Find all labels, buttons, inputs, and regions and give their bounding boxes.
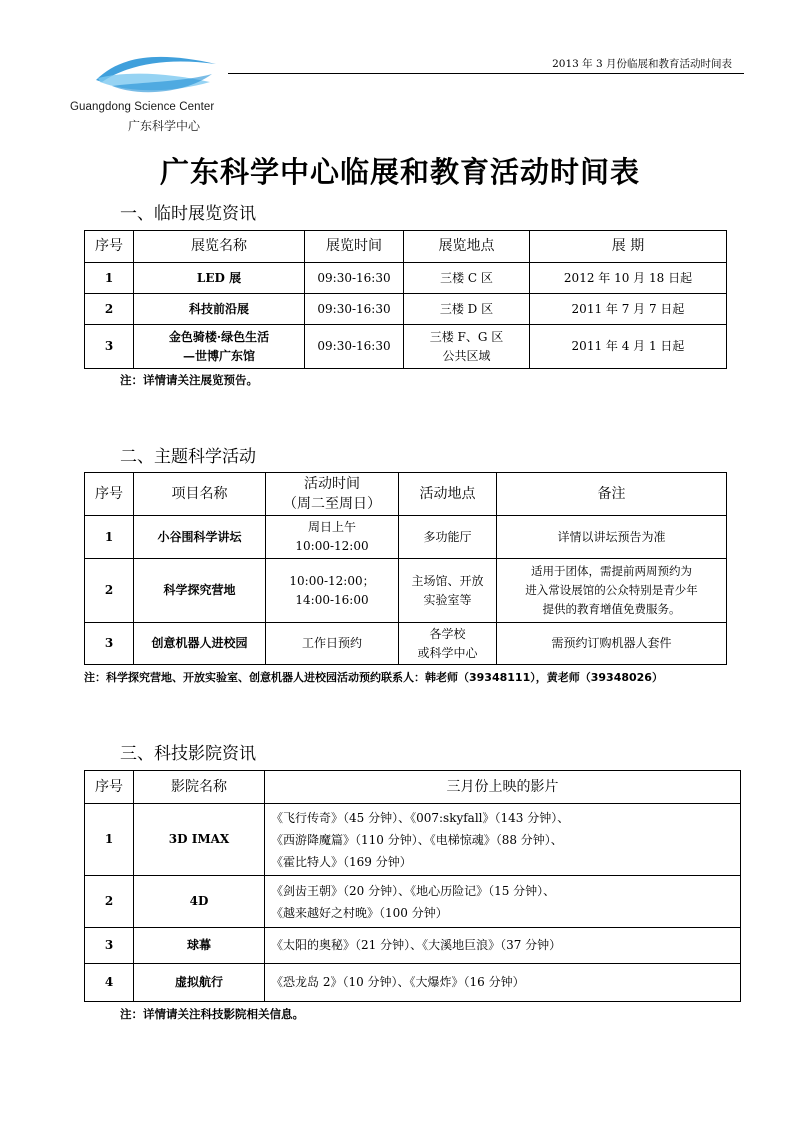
- cell-name: 4D: [134, 876, 265, 928]
- col-header-period: 展 期: [530, 231, 727, 263]
- cell-time: [266, 516, 399, 559]
- table-row: [85, 294, 727, 325]
- logo-text-zh: 广东科学中心: [128, 119, 201, 133]
- cell-time: 09:30-16:30: [305, 263, 404, 294]
- section2-title: 二、主题科学活动: [120, 447, 256, 467]
- header-doc-label: 2013 年 3 月份临展和教育活动时间表: [552, 58, 732, 70]
- cell-no: 3: [85, 623, 134, 665]
- cell-remark: 需预约订购机器人套件: [497, 623, 727, 665]
- cell-line: 或科学中心: [417, 645, 478, 660]
- col-header-place: 活动地点: [399, 473, 497, 516]
- cell-time: [266, 559, 399, 623]
- cell-line: 进入常设展馆的公众特别是青少年: [525, 583, 698, 597]
- cell-no: 3: [85, 325, 134, 369]
- cell-no: 3: [85, 928, 134, 964]
- cell-time: 09:30-16:30: [305, 294, 404, 325]
- cell-place: [399, 559, 497, 623]
- section3-note: 注：详情请关注科技影院相关信息。: [120, 1007, 304, 1021]
- activity-table: [84, 472, 727, 665]
- col-header-time: [266, 473, 399, 516]
- cell-name: 科技前沿展: [134, 294, 305, 325]
- col-header-no: 序号: [85, 473, 134, 516]
- table-row: [85, 623, 727, 665]
- header-rule: [228, 73, 744, 74]
- cell-line: 10:00-12:00；: [289, 573, 375, 588]
- cell-no: 1: [85, 516, 134, 559]
- cell-line: 三楼 F、G 区: [429, 329, 504, 344]
- cell-line: 14:00-16:00: [295, 592, 369, 607]
- cell-name: LED 展: [134, 263, 305, 294]
- cell-line: 《西游降魔篇》（110 分钟）、《电梯惊魂》（88 分钟）、: [271, 832, 563, 847]
- cell-line: 10:00-12:00: [295, 539, 369, 553]
- col-header-cinema: 影院名称: [134, 771, 265, 804]
- cell-line: 金色骑楼·绿色生活: [168, 329, 270, 344]
- cell-period: 2011 年 7 月 7 日起: [530, 294, 727, 325]
- exhibition-table: [84, 230, 727, 369]
- cell-place: 多功能厅: [399, 516, 497, 559]
- section3-title: 三、科技影院资讯: [120, 744, 256, 764]
- section1-title: 一、临时展览资讯: [120, 204, 256, 224]
- cell-name: 创意机器人进校园: [134, 623, 266, 665]
- col-header-remark: 备注: [497, 473, 727, 516]
- cinema-table: [84, 770, 741, 1002]
- cell-name: 球幕: [134, 928, 265, 964]
- cell-line: —世博广东馆: [182, 348, 255, 363]
- col-header-no: 序号: [85, 771, 134, 804]
- cell-place: 三楼 C 区: [404, 263, 530, 294]
- cell-no: 4: [85, 964, 134, 1002]
- section2-note: 注：科学探究营地、开放实验室、创意机器人进校园活动预约联系人：韩老师（39348111），黄老师（39348026）: [84, 671, 663, 684]
- header-line: （周二至周日）: [283, 496, 381, 512]
- cell-films: 《太阳的奥秘》（21 分钟）、《大溪地巨浪》（37 分钟）: [265, 928, 741, 964]
- logo-text-en: Guangdong Science Center: [70, 101, 215, 113]
- cell-line: 周日上午: [307, 520, 356, 534]
- cell-remark: 详情以讲坛预告为准: [497, 516, 727, 559]
- table-row: [85, 325, 727, 369]
- cell-place: [404, 325, 530, 369]
- col-header-name: 展览名称: [134, 231, 305, 263]
- cell-line: 《越来越好之村晚》（100 分钟）: [271, 905, 448, 920]
- cell-films: [265, 804, 741, 876]
- col-header-name: 项目名称: [134, 473, 266, 516]
- cell-line: 《飞行传奇》（45 分钟）、《007:skyfall》（143 分钟）、: [271, 810, 570, 825]
- cell-period: 2012 年 10 月 18 日起: [530, 263, 727, 294]
- section1-note: 注：详情请关注展览预告。: [120, 373, 258, 387]
- cell-name: 3D IMAX: [134, 804, 265, 876]
- table-row: [85, 263, 727, 294]
- cell-place: [399, 623, 497, 665]
- cell-no: 1: [85, 804, 134, 876]
- cell-time: 工作日预约: [266, 623, 399, 665]
- cell-no: 2: [85, 876, 134, 928]
- cell-name: [134, 325, 305, 369]
- table-row: [85, 928, 741, 964]
- cell-line: 主场馆、开放: [411, 573, 484, 588]
- cell-name: 小谷围科学讲坛: [134, 516, 266, 559]
- cell-line: 适用于团体，需提前两周预约为: [531, 564, 692, 578]
- col-header-place: 展览地点: [404, 231, 530, 263]
- cell-place: 三楼 D 区: [404, 294, 530, 325]
- cell-line: 《剑齿王朝》（20 分钟）、《地心历险记》（15 分钟）、: [271, 883, 556, 898]
- page-title: 广东科学中心临展和教育活动时间表: [159, 155, 640, 189]
- logo-swoosh-icon: [92, 52, 222, 100]
- cell-no: 2: [85, 294, 134, 325]
- cell-line: 提供的教育增值免费服务。: [542, 602, 681, 616]
- cell-no: 1: [85, 263, 134, 294]
- cell-films: 《恐龙岛 2》（10 分钟）、《大爆炸》（16 分钟）: [265, 964, 741, 1002]
- cell-line: 实验室等: [423, 592, 472, 607]
- table-row: [85, 516, 727, 559]
- cell-period: 2011 年 4 月 1 日起: [530, 325, 727, 369]
- cell-films: [265, 876, 741, 928]
- cell-time: 09:30-16:30: [305, 325, 404, 369]
- table-row: [85, 559, 727, 623]
- cell-name: 虚拟航行: [134, 964, 265, 1002]
- col-header-no: 序号: [85, 231, 134, 263]
- table-row: [85, 964, 741, 1002]
- header-line: 活动时间: [304, 476, 360, 492]
- cell-remark: [497, 559, 727, 623]
- cell-line: 各学校: [429, 626, 466, 641]
- table-row: [85, 804, 741, 876]
- cell-no: 2: [85, 559, 134, 623]
- cell-name: 科学探究营地: [134, 559, 266, 623]
- table-row: [85, 876, 741, 928]
- col-header-time: 展览时间: [305, 231, 404, 263]
- cell-line: 《霍比特人》（169 分钟）: [271, 854, 412, 869]
- col-header-films: 三月份上映的影片: [265, 771, 741, 804]
- cell-line: 公共区域: [442, 348, 491, 363]
